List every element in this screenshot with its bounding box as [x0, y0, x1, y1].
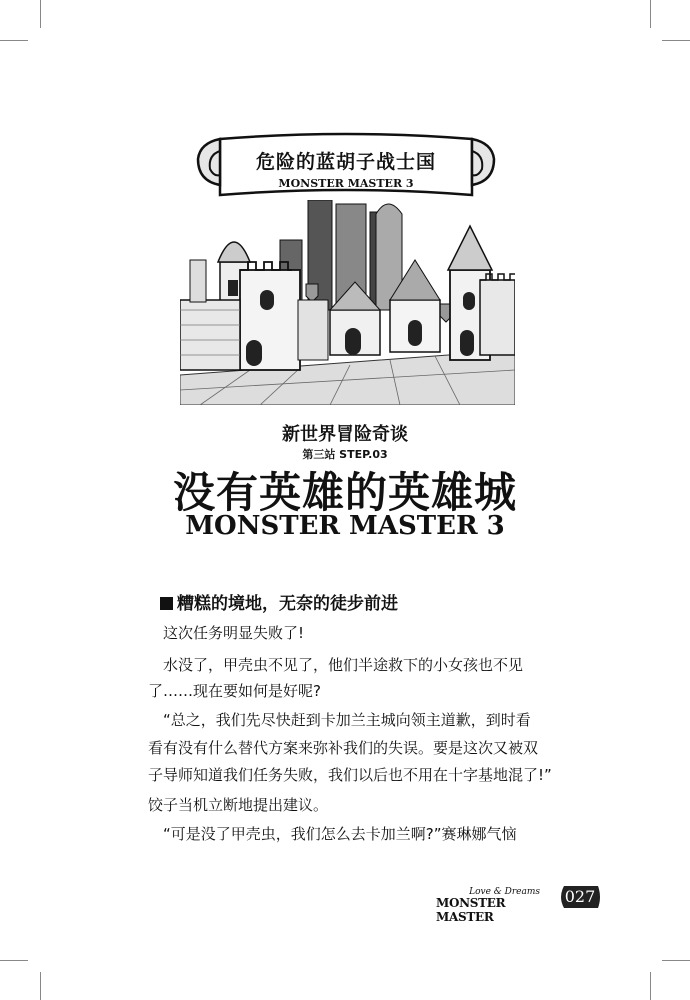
footer-tagline: Love & Dreams: [469, 887, 540, 897]
section-heading-text: 糟糕的境地，无奈的徒步前进: [177, 594, 398, 614]
crop-mark-top-right-v: [650, 0, 651, 28]
chapter-title: 没有英雄的英雄城: [172, 468, 517, 517]
body-line: 水没了，甲壳虫不见了，他们半途救下的小女孩也不见: [163, 656, 524, 674]
body-line: 饺子当机立断地提出建议。: [148, 796, 329, 814]
step-label: 第三站 STEP.03: [302, 448, 388, 461]
castle-city-illustration: [180, 200, 515, 405]
banner-title: 危险的蓝胡子战士国: [255, 151, 436, 173]
crop-mark-bottom-right-v: [650, 972, 651, 1000]
body-line: 了……现在要如何是好呢?: [148, 682, 321, 700]
series-title: 新世界冒险奇谈: [282, 424, 408, 445]
crop-mark-top-left-v: [40, 0, 41, 28]
body-line: 子导师知道我们任务失败，我们以后也不用在十字基地混了!”: [148, 766, 552, 784]
square-bullet-icon: [160, 597, 173, 610]
crop-mark-bottom-left-h: [0, 960, 28, 961]
banner-subtitle: MONSTER MASTER 3: [278, 177, 414, 190]
crop-mark-bottom-right-h: [662, 960, 690, 961]
chapter-brand: MONSTER MASTER 3: [185, 511, 505, 541]
page-number-badge: [558, 884, 602, 910]
footer-brand-text: MONSTER MASTER: [436, 896, 506, 924]
crop-mark-top-right-h: [662, 40, 690, 41]
body-line: “可是没了甲壳虫，我们怎么去卡加兰啊?”赛琳娜气恼: [163, 825, 517, 843]
footer-brand: [436, 887, 562, 924]
body-line: 这次任务明显失败了!: [163, 624, 305, 642]
page-number: 027: [564, 887, 596, 906]
section-heading: [160, 589, 398, 614]
body-line: “总之，我们先尽快赶到卡加兰主城向领主道歉，到时看: [163, 711, 531, 729]
crop-mark-top-left-h: [0, 40, 28, 41]
body-line: 看有没有什么替代方案来弥补我们的失误。要是这次又被双: [148, 739, 539, 757]
crop-mark-bottom-left-v: [40, 972, 41, 1000]
title-banner: [190, 125, 502, 203]
